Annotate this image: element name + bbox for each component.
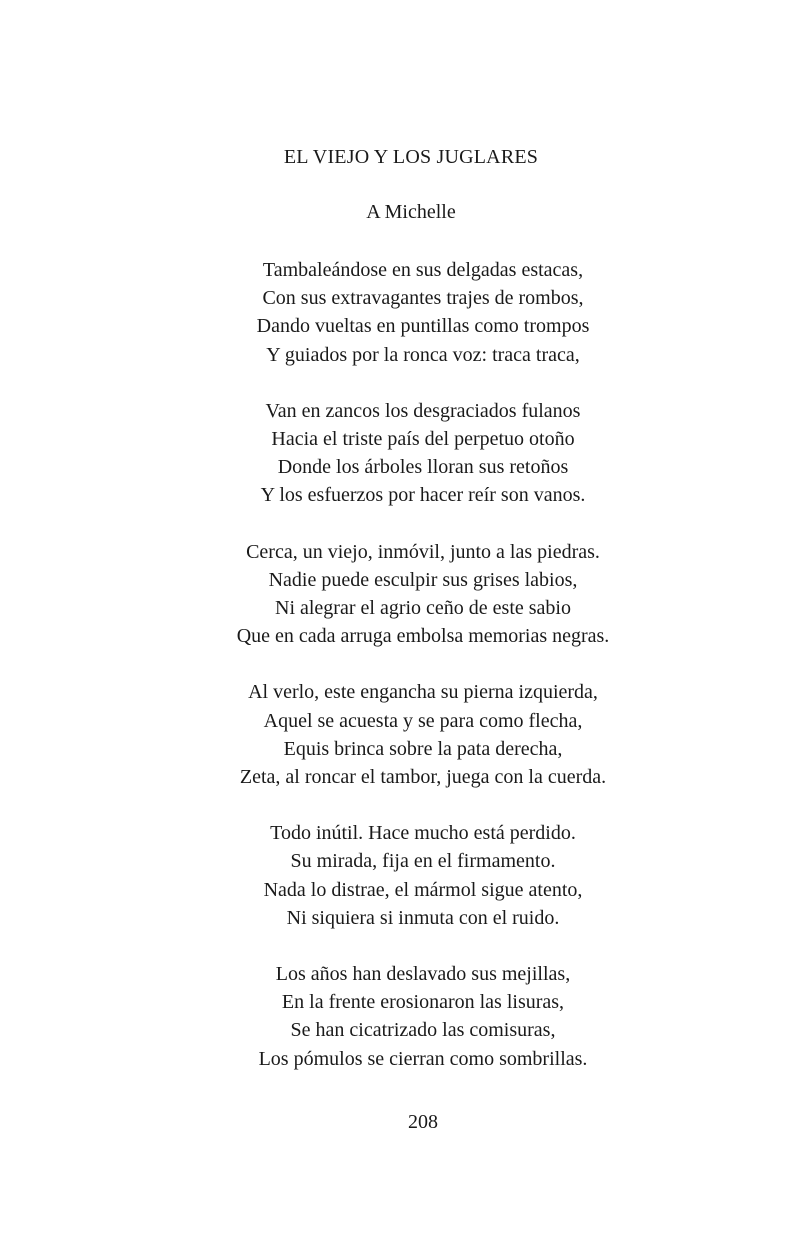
- poem-dedication: A Michelle: [366, 201, 456, 223]
- verse-line: Ni alegrar el agrio ceño de este sabio: [275, 597, 571, 620]
- verse-line: Zeta, al roncar el tambor, juega con la cuerda.: [239, 766, 607, 789]
- verse-line: Con sus extravagantes trajes de rombos,: [262, 287, 584, 310]
- verse-line: Tambaleándose en sus delgadas estacas,: [262, 259, 584, 281]
- stanza-6: [0, 960, 800, 1073]
- verse-line: Los pómulos se cierran como sombrillas.: [258, 1047, 588, 1070]
- stanza-3: [0, 538, 800, 651]
- page-number: 208: [408, 1111, 438, 1133]
- verse-line: Su mirada, fija en el firmamento.: [290, 850, 556, 873]
- poem-body: [0, 256, 800, 1101]
- verse-line: Todo inútil. Hace mucho está perdido.: [270, 822, 576, 845]
- verse-line: Nada lo distrae, el mármol sigue atento,: [263, 878, 583, 901]
- verse-line: Donde los árboles lloran sus retoños: [277, 456, 569, 479]
- verse-line: Al verlo, este engancha su pierna izquierda,: [248, 681, 598, 704]
- verse-line: Y guiados por la ronca voz: traca traca,: [266, 343, 580, 366]
- verse-line: Hacia el triste país del perpetuo otoño: [271, 428, 575, 451]
- verse-line: Que en cada arruga embolsa memorias negras.: [236, 625, 610, 648]
- verse-line: Los años han deslavado sus mejillas,: [275, 963, 571, 986]
- verse-line: Dando vueltas en puntillas como trompos: [256, 315, 590, 338]
- stanza-1: [0, 256, 800, 369]
- verse-line: Van en zancos los desgraciados fulanos: [265, 399, 581, 422]
- verse-line: Se han cicatrizado las comisuras,: [290, 1019, 556, 1042]
- verse-line: Nadie puede esculpir sus grises labios,: [268, 568, 578, 591]
- verse-line: Aquel se acuesta y se para como flecha,: [263, 709, 583, 732]
- verse-line: Y los esfuerzos por hacer reír son vanos.: [260, 484, 586, 507]
- verse-line: Equis brinca sobre la pata derecha,: [283, 737, 563, 760]
- verse-line: En la frente erosionaron las lisuras,: [281, 991, 565, 1014]
- stanza-5: [0, 819, 800, 932]
- verse-line: Cerca, un viejo, inmóvil, junto a las piedras.: [246, 540, 600, 563]
- verse-line: Ni siquiera si inmuta con el ruido.: [286, 906, 560, 929]
- stanza-4: [0, 678, 800, 791]
- stanza-2: [0, 397, 800, 510]
- poem-title: EL VIEJO Y LOS JUGLARES: [283, 146, 539, 168]
